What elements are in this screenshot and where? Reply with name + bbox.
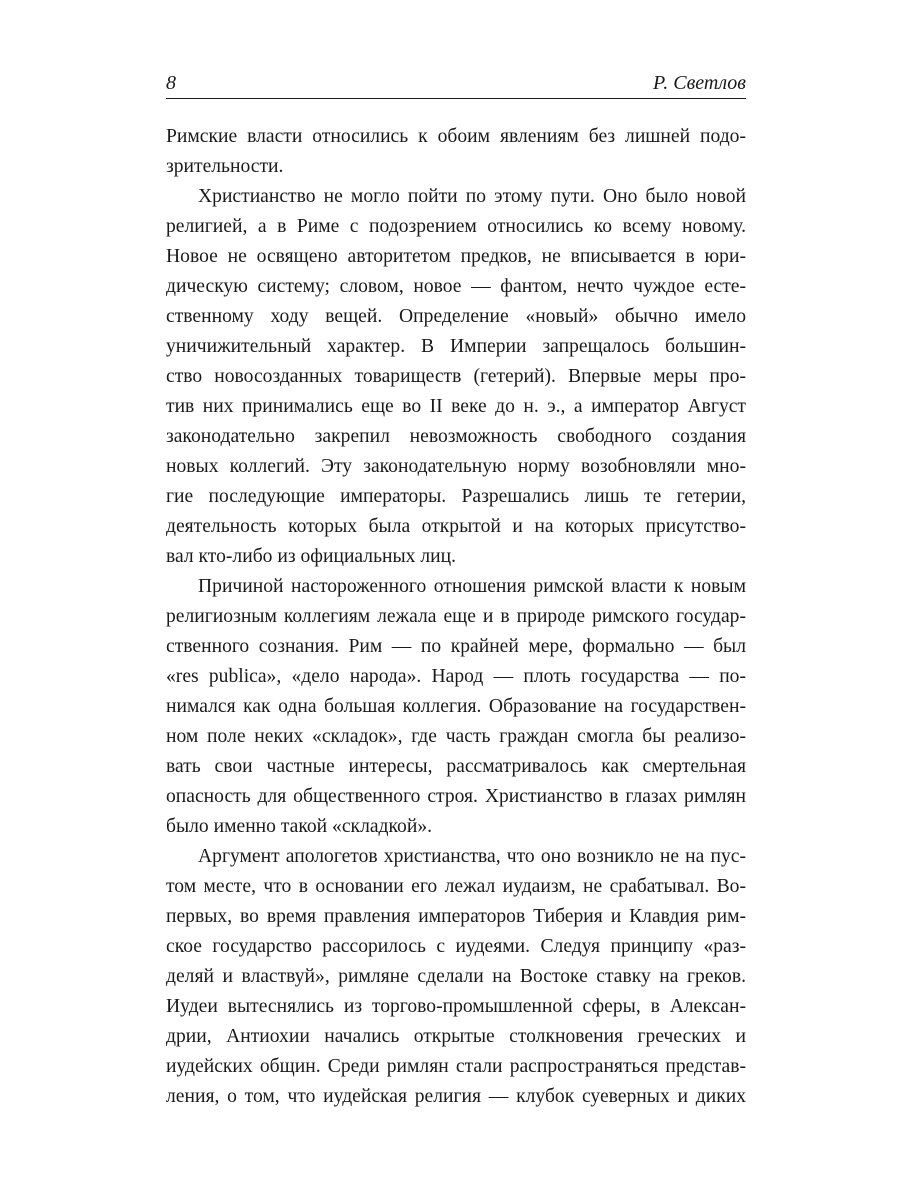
text-line: деляй и властвуй», римляне сделали на Востоке ставку на греков. <box>166 966 746 987</box>
text-line: деятельность которых была открытой и на которых присутство- <box>166 516 746 537</box>
page-number: 8 <box>166 72 176 94</box>
text-line: Иудеи вытеснялись из торгово-промышленной сферы, в Алексан- <box>166 996 746 1017</box>
text-line: вал кто-либо из официальных лиц. <box>166 546 457 567</box>
text-line: Христианство не могло пойти по этому пути. Оно было новой <box>198 186 746 207</box>
text-line: религией, а в Риме с подозрением относились ко всему новому. <box>166 216 746 237</box>
text-line: ном поле неких «складок», где часть граждан смогла бы реализо- <box>166 726 746 747</box>
text-line: том месте, что в основании его лежал иудаизм, не срабатывал. Во- <box>166 876 746 897</box>
body-text <box>166 122 746 1112</box>
text-line: зрительности. <box>166 156 284 177</box>
text-line: ское государство рассорилось с иудеями. Следуя принципу «раз- <box>166 936 746 957</box>
text-line: гие последующие императоры. Разрешались лишь те гетерии, <box>166 486 746 507</box>
text-line: Римские власти относились к обоим явлениям без лишней подо- <box>166 126 746 147</box>
text-line: Аргумент апологетов христианства, что оно возникло не на пус- <box>198 846 746 867</box>
text-line: ления, о том, что иудейская религия — клубок суеверных и диких <box>166 1086 746 1107</box>
text-line: ство новосозданных товариществ (гетерий). Впервые меры про- <box>166 366 746 387</box>
text-line: уничижительный характер. В Империи запрещалось большин- <box>166 336 746 357</box>
text-line: было именно такой «складкой». <box>166 816 433 837</box>
text-line: Причиной настороженного отношения римской власти к новым <box>198 576 746 597</box>
paragraph <box>166 182 746 572</box>
text-line: религиозным коллегиям лежала еще и в природе римского государ- <box>166 606 746 627</box>
text-line: «res publica», «дело народа». Народ — плоть государства — по- <box>166 666 746 687</box>
text-line: тив них принимались еще во II веке до н. э., а император Август <box>166 396 746 417</box>
text-line: первых, во время правления императоров Тиберия и Клавдия рим- <box>166 906 746 927</box>
running-head <box>166 70 746 96</box>
running-head-author: Р. Светлов <box>653 72 746 94</box>
text-line: ственному ходу вещей. Определение «новый» обычно имело <box>166 306 746 327</box>
text-line: дическую систему; словом, новое — фантом, нечто чуждое есте- <box>166 276 746 297</box>
text-line: дрии, Антиохии начались открытые столкновения греческих и <box>166 1026 746 1047</box>
paragraph <box>166 842 746 1112</box>
paragraph <box>166 122 746 182</box>
text-line: вать свои частные интересы, рассматривалось как смертельная <box>166 756 746 777</box>
text-line: новых коллегий. Эту законодательную норму возобновляли мно- <box>166 456 746 477</box>
paragraph <box>166 572 746 842</box>
header-rule <box>166 98 746 99</box>
text-line: иудейских общин. Среди римлян стали распространяться представ- <box>166 1056 746 1077</box>
text-line: нимался как одна большая коллегия. Образование на государствен- <box>166 696 746 717</box>
text-line: ственного сознания. Рим — по крайней мере, формально — был <box>166 636 746 657</box>
text-line: Новое не освящено авторитетом предков, не вписывается в юри- <box>166 246 746 267</box>
text-line: опасность для общественного строя. Христианство в глазах римлян <box>166 786 746 807</box>
text-line: законодательно закрепил невозможность свободного создания <box>166 426 746 447</box>
